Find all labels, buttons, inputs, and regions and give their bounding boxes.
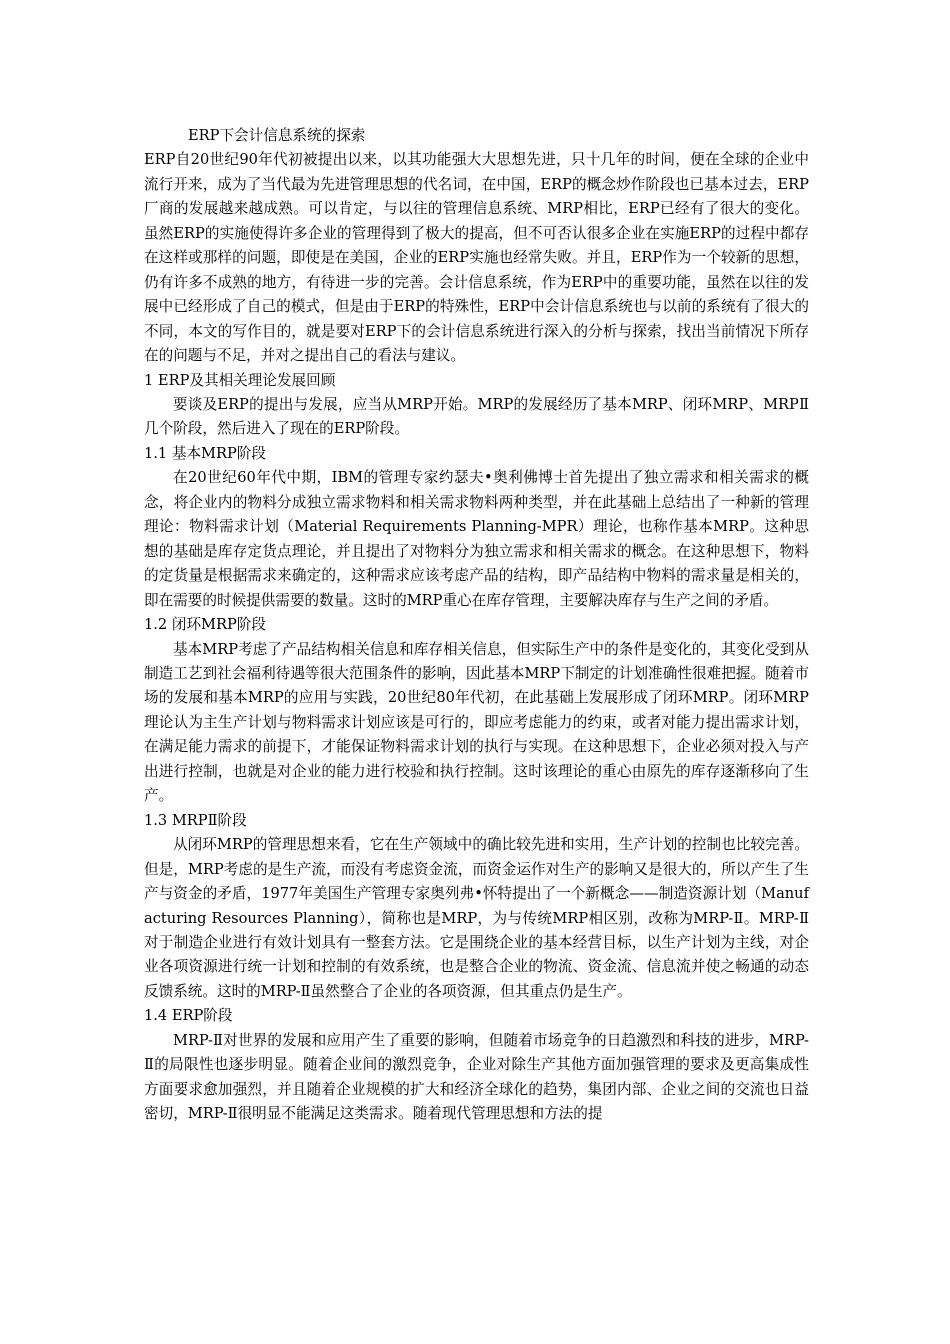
section-1-4-heading: 1.4 ERP阶段: [144, 1007, 233, 1025]
section-1-3-paragraph: 从闭环MRP的管理思想来看，它在生产领域中的确比较先进和实用，生产计划的控制也比较完善。但是，MRP考虑的是生产流，而没有考虑资金流，而资金运作对生产的影响又是很大的，所以产生了生产与资金的矛盾，1977年美国生产管理专家奥列弗•怀特提出了一个新概念——制造资源计划（Manufacturing Resources Planning），简称也是MRP，为与传统MRP相区别，改称为MRP-Ⅱ。MRP-Ⅱ对于制造企业进行有效计划具有一整套方法。它是围绕企业的基本经营目标，以生产计划为主线，对企业各项资源进行统一计划和控制的有效系统，也是整合企业的物流、资金流、信息流并使之畅通的动态反馈系统。这时的MRP-Ⅱ虽然整合了企业的各项资源，但其重点仍是生产。: [144, 836, 809, 1000]
section-1-3-heading: 1.3 MRPⅡ阶段: [144, 811, 247, 829]
document-title: ERP下会计信息系统的探索: [188, 127, 366, 144]
section-1-heading: 1 ERP及其相关理论发展回顾: [144, 371, 336, 389]
section-1-1-paragraph: 在20世纪60年代中期，IBM的管理专家约瑟夫•奥利佛博士首先提出了独立需求和相关需求的概念，将企业内的物料分成独立需求物料和相关需求物料两种类型，并在此基础上总结出了一种新的管理理论：物料需求计划（Material Requirements Planning-MPR）理论，也称作基本MRP。这种思想的基础是库存定货点理论，并且提出了对物料分为独立需求和相关需求的概念。在这种思想下，物料的定货量是根据需求来确定的，这种需求应该考虑产品的结构，即产品结构中物料的需求量是相关的，即在需要的时候提供需要的数量。这时的MRP重心在库存管理，主要解决库存与生产之间的矛盾。: [144, 469, 809, 609]
section-1-4-paragraph: MRP-Ⅱ对世界的发展和应用产生了重要的影响，但随着市场竞争的日趋激烈和科技的进步，MRP-Ⅱ的局限性也逐步明显。随着企业间的激烈竞争，企业对除生产其他方面加强管理的要求及更高集成性方面要求愈加强烈，并且随着企业规模的扩大和经济全球化的趋势，集团内部、企业之间的交流也日益密切，MRP-Ⅱ很明显不能满足这类需求。随着现代管理思想和方法的提: [144, 1031, 809, 1123]
intro-paragraph: ERP自20世纪90年代初被提出以来，以其功能强大大思想先进，只十几年的时间，便在全球的企业中流行开来，成为了当代最为先进管理思想的代名词，在中国，ERP的概念炒作阶段也已基本过去，ERP厂商的发展越来越成熟。可以肯定，与以往的管理信息系统、MRP相比，ERP已经有了很大的变化。虽然ERP的实施使得许多企业的管理得到了极大的提高，但不可否认很多企业在实施ERP的过程中都存在这样或那样的问题，即使是在美国，企业的ERP实施也经常失败。并且，ERP作为一个较新的思想，仍有许多不成熟的地方，有待进一步的完善。会计信息系统，作为ERP中的重要功能，虽然在以往的发展中已经形成了自己的模式，但是由于ERP的特殊性，ERP中会计信息系统也与以前的系统有了很大的不同，本文的写作目的，就是要对ERP下的会计信息系统进行深入的分析与探索，找出当前情况下所存在的问题与不足，并对之提出自己的看法与建议。: [144, 151, 809, 365]
section-1-2-heading: 1.2 闭环MRP阶段: [144, 616, 266, 634]
section-1-paragraph: 要谈及ERP的提出与发展，应当从MRP开始。MRP的发展经历了基本MRP、闭环MRP、MRPⅡ几个阶段，然后进入了现在的ERP阶段。: [144, 395, 809, 438]
document-page: [144, 124, 809, 1127]
section-1-1-heading: 1.1 基本MRP阶段: [144, 444, 266, 462]
section-1-2-paragraph: 基本MRP考虑了产品结构相关信息和库存相关信息，但实际生产中的条件是变化的，其变化受到从制造工艺到社会福利待遇等很大范围条件的影响，因此基本MRP下制定的计划准确性很难把握。随着市场的发展和基本MRP的应用与实践，20世纪80年代初，在此基础上发展形成了闭环MRP。闭环MRP理论认为主生产计划与物料需求计划应该是可行的，即应考虑能力的约束，或者对能力提出需求计划，在满足能力需求的前提下，才能保证物料需求计划的执行与实现。在这种思想下，企业必须对投入与产出进行控制，也就是对企业的能力进行校验和执行控制。这时该理论的重心由原先的库存逐渐移向了生产。: [144, 640, 809, 805]
